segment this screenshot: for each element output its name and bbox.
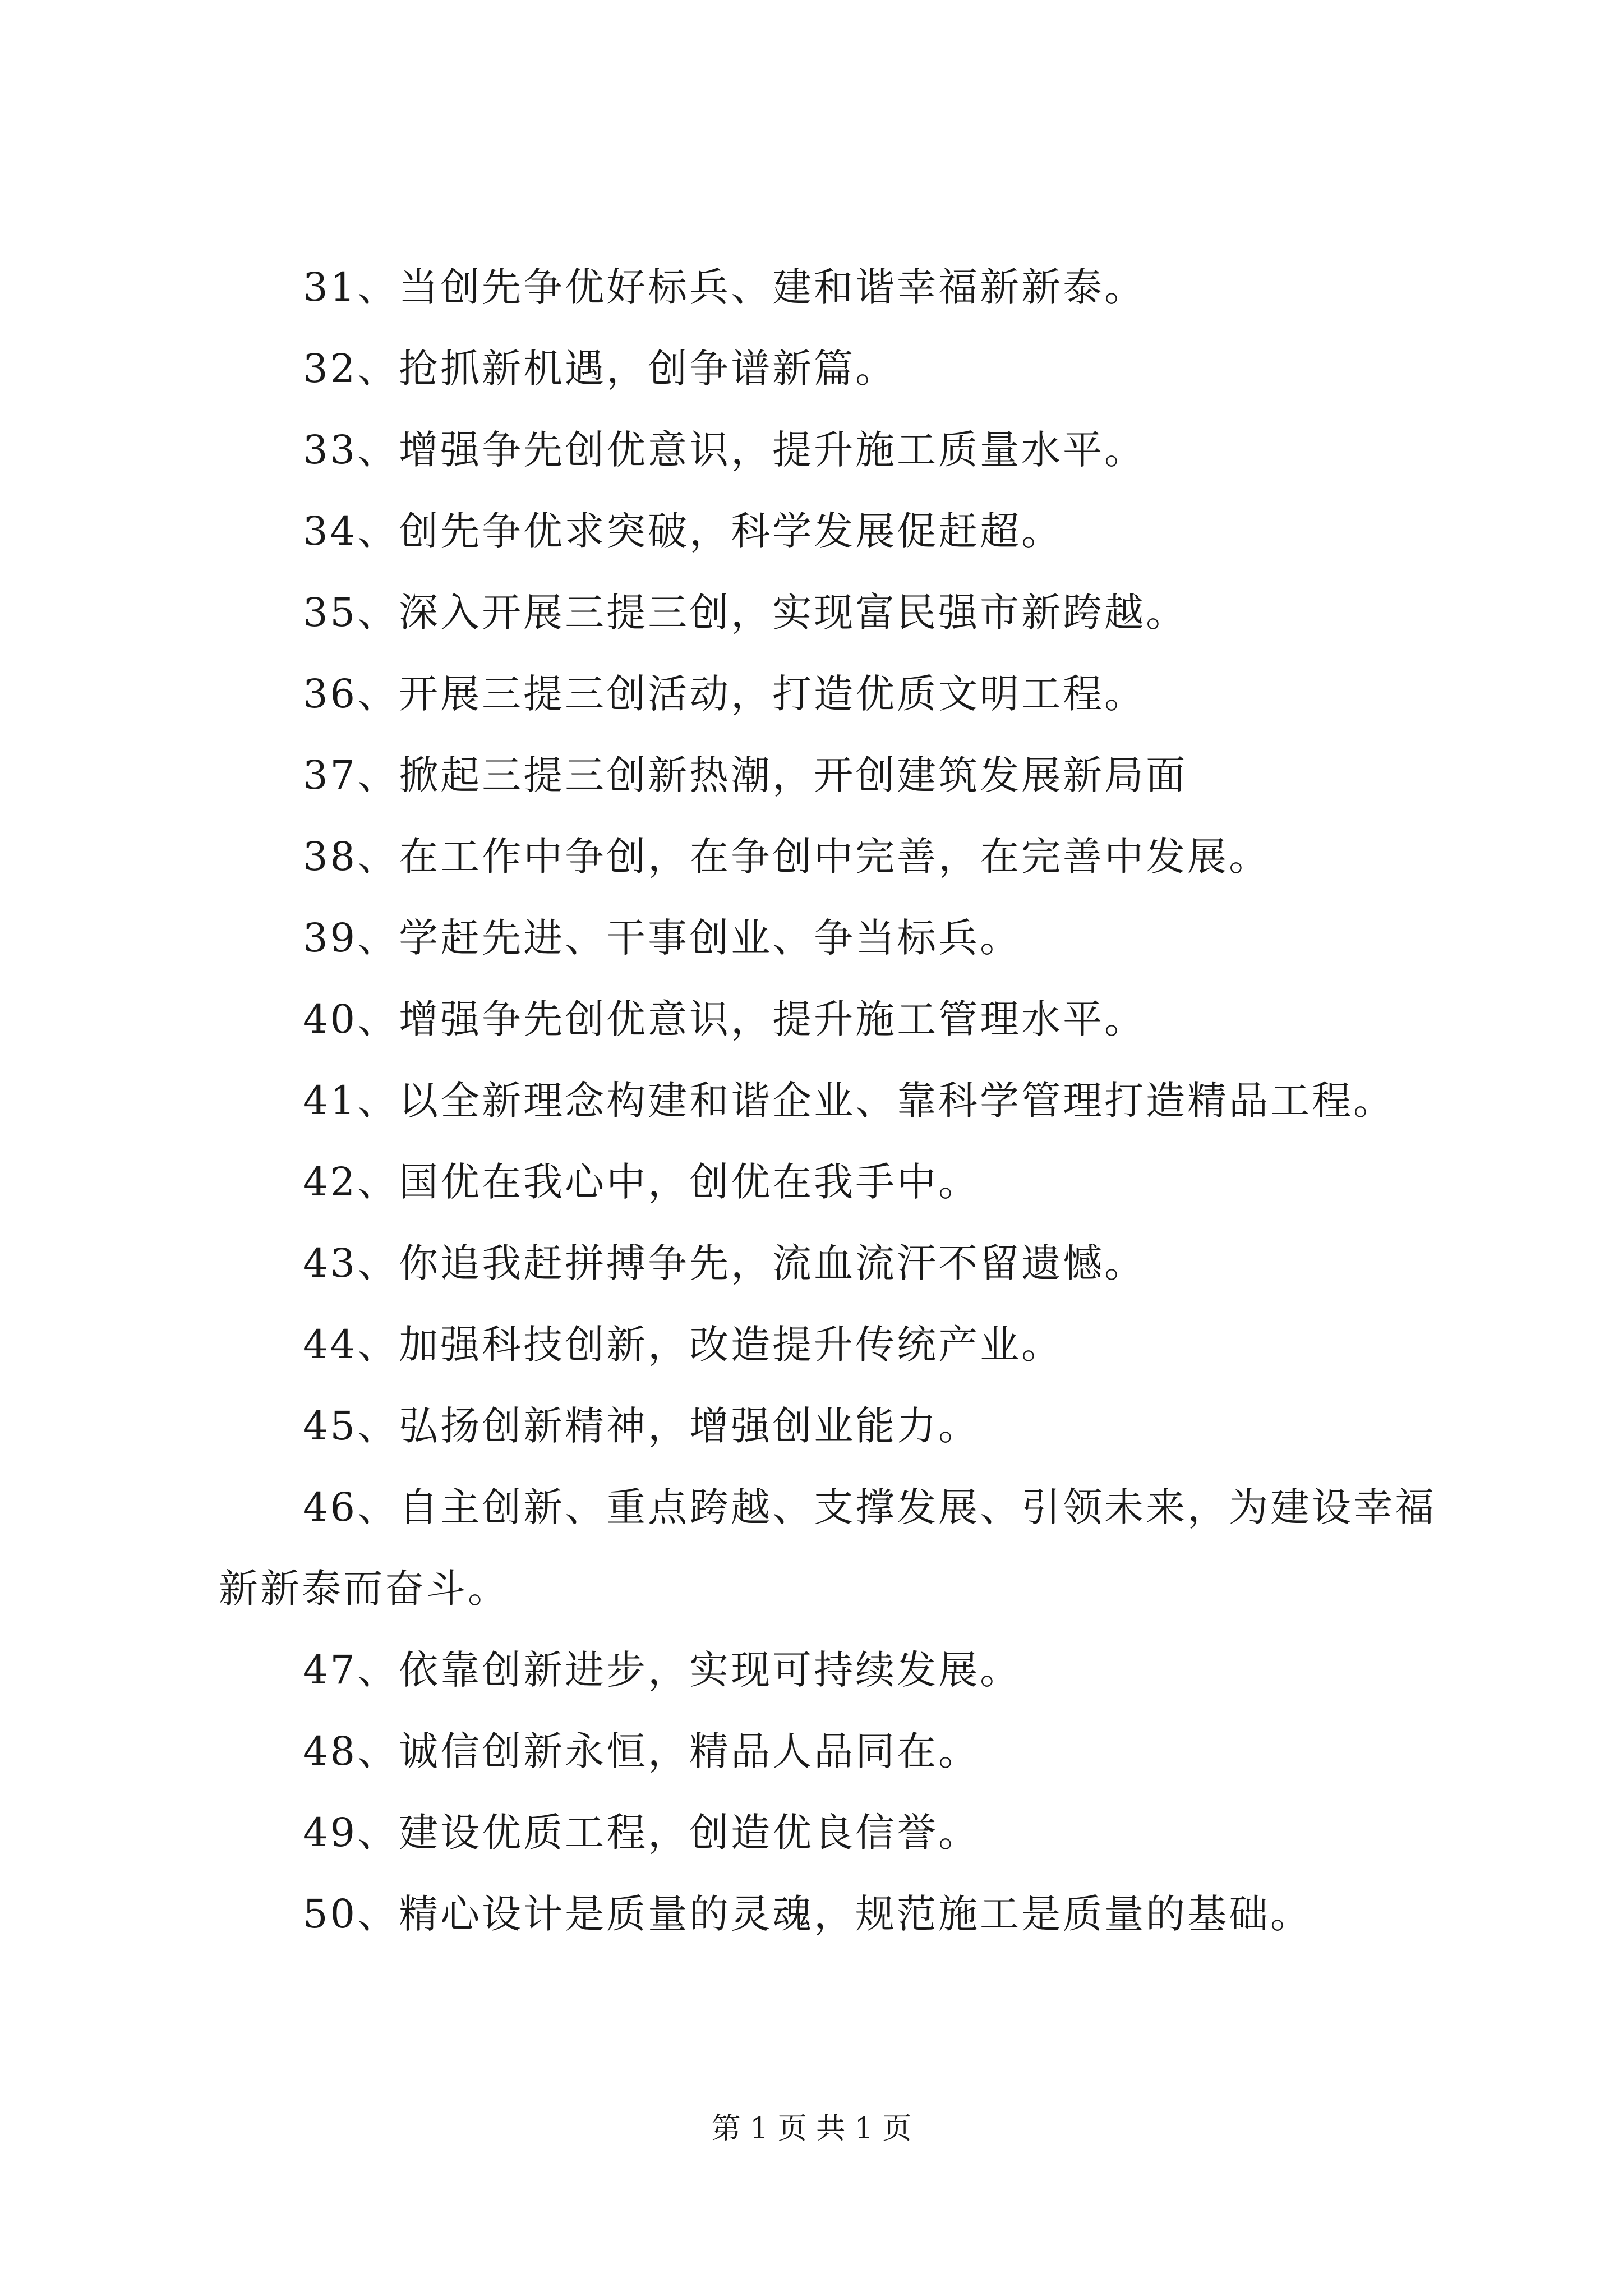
list-item: 36、开展三提三创活动，打造优质文明工程。 [303, 671, 1146, 717]
list-item: 34、创先争优求突破，科学发展促赶超。 [303, 508, 1063, 554]
list-item: 35、深入开展三提三创，实现富民强市新跨越。 [303, 590, 1188, 636]
list-item: 38、在工作中争创，在争创中完善，在完善中发展。 [303, 834, 1271, 880]
list-item: 32、抢抓新机遇，创争谱新篇。 [303, 346, 897, 392]
slogan-list [219, 247, 1441, 1955]
list-item: 49、建设优质工程，创造优良信誉。 [303, 1810, 980, 1856]
list-item: 42、国优在我心中，创优在我手中。 [303, 1159, 980, 1205]
list-item: 33、增强争先创优意识，提升施工质量水平。 [303, 427, 1146, 473]
list-item: 37、掀起三提三创新热潮，开创建筑发展新局面 [303, 752, 1188, 798]
list-item: 46、自主创新、重点跨越、支撑发展、引领未来，为建设幸福新新泰而奋斗。 [219, 1484, 1437, 1612]
list-item: 41、以全新理念构建和谐企业、靠科学管理打造精品工程。 [303, 1078, 1395, 1124]
list-item: 44、加强科技创新，改造提升传统产业。 [303, 1322, 1063, 1368]
list-item: 50、精心设计是质量的灵魂，规范施工是质量的基础。 [303, 1891, 1312, 1937]
list-item: 39、学赶先进、干事创业、争当标兵。 [303, 915, 1022, 961]
list-item: 48、诚信创新永恒，精品人品同在。 [303, 1728, 980, 1774]
list-item: 31、当创先争优好标兵、建和谐幸福新新泰。 [303, 264, 1146, 310]
list-item: 43、你追我赶拼搏争先，流血流汗不留遗憾。 [303, 1240, 1146, 1286]
list-item: 40、增强争先创优意识，提升施工管理水平。 [303, 996, 1146, 1042]
list-item: 45、弘扬创新精神，增强创业能力。 [303, 1403, 980, 1449]
page-footer: 第 1 页 共 1 页 [711, 2112, 912, 2146]
list-item: 47、依靠创新进步，实现可持续发展。 [303, 1647, 1022, 1693]
